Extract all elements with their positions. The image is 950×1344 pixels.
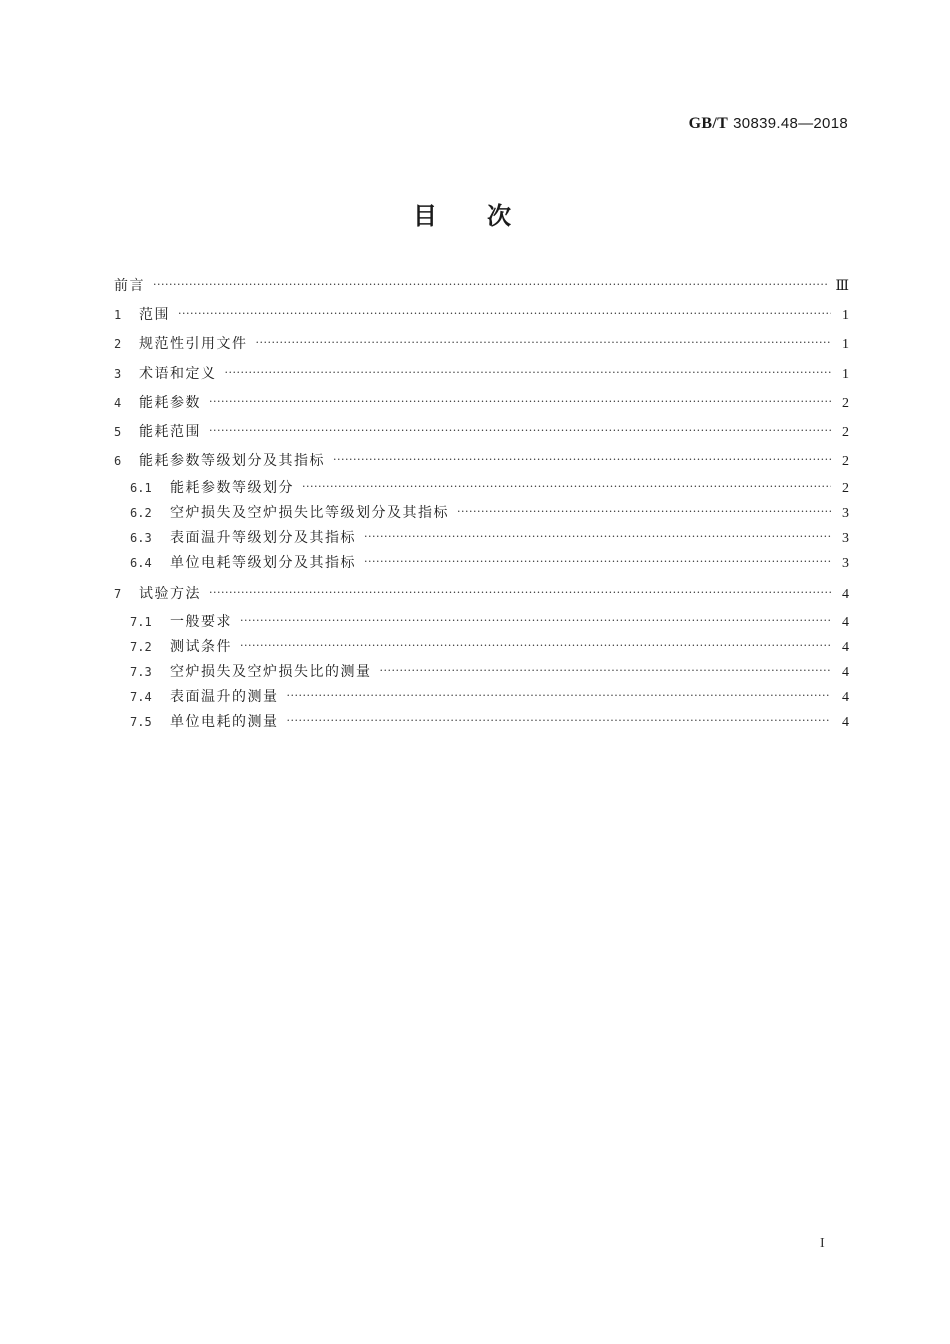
toc-entry[interactable] xyxy=(114,526,849,551)
page-title: 目次 xyxy=(413,202,561,230)
toc-entry-title: 能耗范围 xyxy=(139,423,201,440)
toc-entry-page: 4 xyxy=(842,664,849,680)
toc-entry[interactable] xyxy=(114,685,849,710)
toc-leader-dots xyxy=(302,474,831,499)
toc-entry-title: 一般要求 xyxy=(170,613,232,630)
toc-entry-title: 空炉损失及空炉损失比的测量 xyxy=(170,663,372,680)
toc-entry-number: 1 xyxy=(114,308,122,323)
standard-prefix: GB/T xyxy=(688,115,729,132)
standard-number: 30839.48—2018 xyxy=(733,115,848,132)
toc-entry-title: 能耗参数等级划分 xyxy=(170,480,294,497)
toc-leader-dots xyxy=(457,499,831,524)
toc-entry-page: 3 xyxy=(842,531,849,547)
toc-entry-number: 4 xyxy=(114,395,122,410)
toc-entry-page: 1 xyxy=(842,308,849,324)
toc-entry-number: 3 xyxy=(114,366,122,381)
toc-leader-dots xyxy=(209,387,831,416)
toc-entry-page: 4 xyxy=(842,614,849,630)
toc-entry[interactable] xyxy=(114,389,849,418)
toc-entry[interactable] xyxy=(114,551,849,576)
toc-entry-page: 3 xyxy=(842,556,849,572)
toc-entry-number: 7.3 xyxy=(130,664,152,679)
toc-leader-dots xyxy=(209,578,831,607)
toc-entry-page: 4 xyxy=(842,714,849,730)
toc-leader-dots xyxy=(225,358,832,387)
toc-entry-title: 能耗参数 xyxy=(139,394,201,411)
toc-leader-dots xyxy=(209,416,831,445)
toc-leader-dots xyxy=(287,683,832,708)
toc-entry-number: 6.1 xyxy=(130,481,152,496)
toc-entry-title: 术语和定义 xyxy=(139,365,217,382)
toc-entry-title: 前言 xyxy=(114,278,145,294)
toc-entry-page: 4 xyxy=(842,587,849,603)
toc-entry-page: 2 xyxy=(842,424,849,440)
toc-leader-dots xyxy=(333,445,831,474)
toc-leader-dots xyxy=(380,658,832,683)
toc-leader-dots xyxy=(364,524,831,549)
toc-entry[interactable] xyxy=(114,330,849,359)
toc-entry-title: 规范性引用文件 xyxy=(139,336,248,353)
toc-entry[interactable] xyxy=(114,580,849,609)
toc-entry-page: 4 xyxy=(842,639,849,655)
toc-leader-dots xyxy=(178,299,831,328)
toc-entry-title: 单位电耗等级划分及其指标 xyxy=(170,555,356,572)
toc-entry[interactable] xyxy=(114,301,849,330)
toc-leader-dots xyxy=(364,549,831,574)
toc-entry-title: 单位电耗的测量 xyxy=(170,713,279,730)
toc-entry[interactable] xyxy=(114,610,849,635)
toc-entry[interactable] xyxy=(114,635,849,660)
toc-entry-title: 能耗参数等级划分及其指标 xyxy=(139,453,325,470)
toc-leader-dots xyxy=(256,328,832,357)
toc-entry-page: 2 xyxy=(842,481,849,497)
toc-entry-number: 7 xyxy=(114,587,122,602)
toc-entry-number: 7.5 xyxy=(130,714,152,729)
toc-entry-page: 2 xyxy=(842,395,849,411)
toc-entry[interactable] xyxy=(114,476,849,501)
toc-entry-number: 6 xyxy=(114,454,122,469)
toc-entry[interactable] xyxy=(114,360,849,389)
toc-entry[interactable] xyxy=(114,272,849,301)
toc-entry-page: 4 xyxy=(842,689,849,705)
toc-entry-number: 7.4 xyxy=(130,689,152,704)
toc-entry[interactable] xyxy=(114,501,849,526)
toc-entry-page: Ⅲ xyxy=(835,279,849,294)
toc-entry-number: 6.3 xyxy=(130,531,152,546)
toc-entry[interactable] xyxy=(114,418,849,447)
toc-entry-number: 6.2 xyxy=(130,506,152,521)
toc-entry-number: 7.1 xyxy=(130,614,152,629)
toc-entry-title: 试验方法 xyxy=(139,586,201,603)
toc-entry[interactable] xyxy=(114,660,849,685)
page-number: I xyxy=(820,1236,825,1251)
toc-entry[interactable] xyxy=(114,447,849,476)
toc-leader-dots xyxy=(287,708,832,733)
toc-leader-dots xyxy=(153,270,829,299)
toc-entry-title: 表面温升的测量 xyxy=(170,688,279,705)
toc-entry-page: 3 xyxy=(842,506,849,522)
toc-entry-number: 2 xyxy=(114,337,122,352)
toc-entry-title: 空炉损失及空炉损失比等级划分及其指标 xyxy=(170,505,449,522)
toc-entry-page: 1 xyxy=(842,337,849,353)
table-of-contents xyxy=(114,272,849,735)
standard-code xyxy=(689,114,848,133)
toc-entry-page: 2 xyxy=(842,454,849,470)
toc-entry-number: 6.4 xyxy=(130,556,152,571)
toc-entry-page: 1 xyxy=(842,366,849,382)
toc-entry-title: 测试条件 xyxy=(170,638,232,655)
toc-entry-number: 5 xyxy=(114,424,122,439)
toc-entry-title: 范围 xyxy=(139,307,170,324)
toc-entry-number: 7.2 xyxy=(130,639,152,654)
toc-entry[interactable] xyxy=(114,710,849,735)
toc-entry-title: 表面温升等级划分及其指标 xyxy=(170,530,356,547)
toc-leader-dots xyxy=(240,633,831,658)
toc-leader-dots xyxy=(240,608,831,633)
